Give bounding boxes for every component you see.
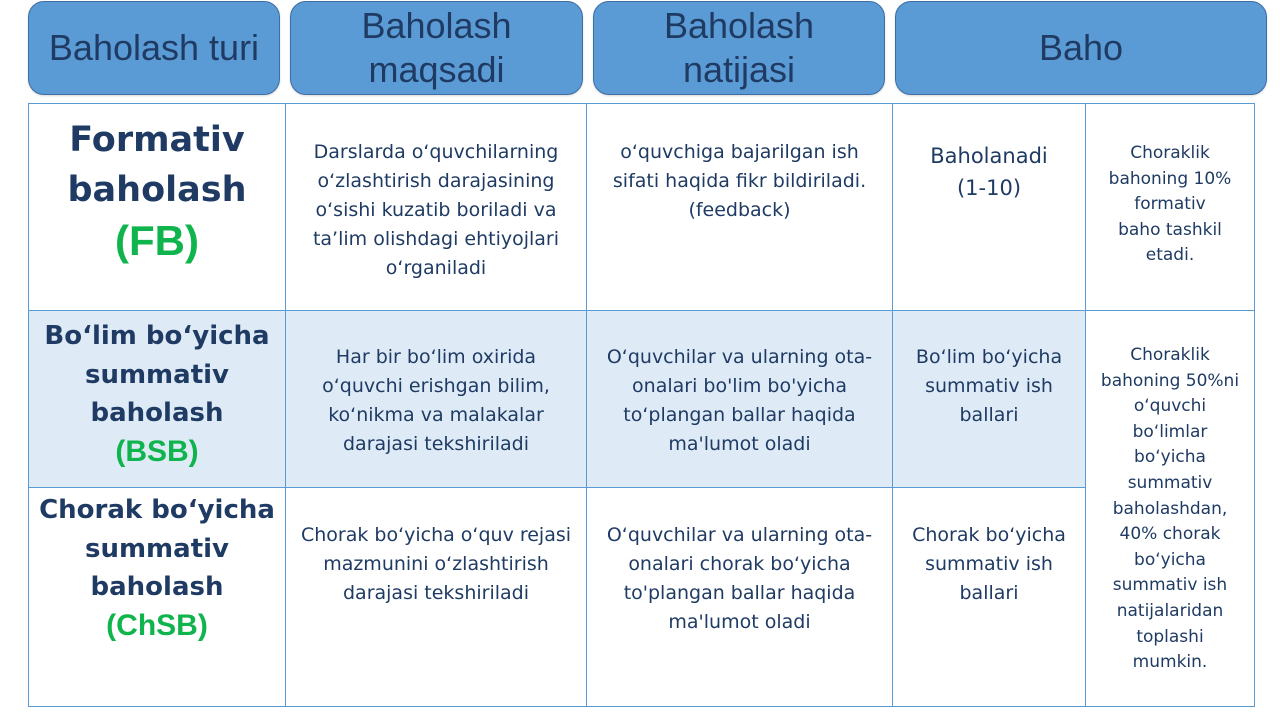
purpose-line: o‘rganiladi: [385, 257, 487, 279]
type-name-line2: summativ: [84, 533, 229, 564]
grade-line: Bo‘lim bo‘yicha: [915, 346, 1063, 368]
type-cell-formative: [29, 104, 286, 311]
type-name-line2: summativ: [84, 359, 229, 390]
note-line: natijalaridan: [1116, 600, 1224, 621]
note-line: formativ: [1134, 194, 1206, 215]
purpose-line: Darslarda o‘quvchilarning: [313, 141, 559, 163]
note-line: toplashi: [1136, 626, 1204, 647]
grade-cell-formative: [893, 104, 1086, 311]
result-line: (feedback): [688, 199, 791, 221]
grade-line: ballari: [959, 582, 1019, 604]
note-line: baholashdan,: [1112, 498, 1228, 519]
type-name-line2: baholash: [67, 170, 247, 210]
header-type: [28, 1, 280, 95]
type-name-line1: Formativ: [69, 120, 245, 160]
result-cell-quarter: [587, 488, 893, 707]
header-purpose-line1: Baholash: [361, 5, 512, 46]
header-purpose: [290, 1, 583, 95]
type-name-line3: baholash: [90, 398, 224, 428]
grade-cell-section: [893, 311, 1086, 488]
result-line: to'plangan ballar haqida: [623, 582, 856, 604]
note-line: bahoning 10%: [1108, 168, 1232, 189]
note-line: bo‘yicha: [1134, 447, 1206, 468]
grade-line: summativ ish: [925, 553, 1053, 575]
purpose-cell-formative: [286, 104, 587, 311]
type-name-line3: baholash: [90, 572, 224, 602]
result-line: onalari bo'lim bo'yicha: [632, 375, 847, 397]
header-purpose-line2: maqsadi: [368, 49, 505, 90]
purpose-cell-section: [286, 311, 587, 488]
header-result-line2: natijasi: [682, 49, 796, 90]
header-type-label: Baholash turi: [48, 27, 260, 68]
header-grade: [895, 1, 1267, 95]
note-line: bo‘yicha: [1134, 549, 1206, 570]
result-cell-section: [587, 311, 893, 488]
purpose-line: ta’lim olishdagi ehtiyojlari: [312, 228, 560, 250]
purpose-line: darajasi tekshiriladi: [342, 433, 529, 455]
header-result-line1: Baholash: [663, 5, 815, 46]
result-line: ma'lumot oladi: [668, 611, 811, 633]
grade-line: summativ ish: [925, 375, 1053, 397]
purpose-line: mazmunini o‘zlashtirish: [323, 553, 549, 575]
purpose-line: o‘quvchi erishgan bilim,: [322, 375, 550, 397]
assessment-table: [28, 103, 1255, 707]
type-cell-quarter: [29, 488, 286, 707]
type-abbr: (ChSB): [106, 608, 208, 642]
note-cell-summative: [1086, 311, 1255, 707]
note-cell-formative: [1086, 104, 1255, 311]
note-line: mumkin.: [1132, 652, 1208, 673]
type-name-line1: Bo‘lim bo‘yicha: [44, 321, 270, 351]
purpose-line: Har bir bo‘lim oxirida: [335, 346, 537, 368]
table-row-formative: [29, 104, 1255, 311]
type-cell-section: [29, 311, 286, 488]
note-line: baho tashkil: [1118, 219, 1222, 240]
type-name-line1: Chorak bo‘yicha: [39, 495, 275, 525]
note-line: 40% chorak: [1119, 524, 1221, 545]
grade-line: Chorak bo‘yicha: [912, 524, 1066, 546]
result-cell-formative: [587, 104, 893, 311]
note-line: o‘quvchi: [1133, 396, 1207, 417]
purpose-line: ko‘nikma va malakalar: [328, 404, 544, 426]
result-line: O‘quvchilar va ularning ota-: [606, 346, 873, 368]
header-result: [593, 1, 885, 95]
result-line: sifati haqida fikr bildiriladi.: [612, 170, 867, 192]
type-abbr: (FB): [115, 217, 199, 264]
header-grade-label: Baho: [1038, 27, 1124, 68]
purpose-line: o‘sishi kuzatib boriladi va: [315, 199, 557, 221]
purpose-line: Chorak bo‘yicha o‘quv rejasi: [300, 524, 572, 546]
table-row-quarter-summative: [29, 488, 1255, 707]
purpose-cell-quarter: [286, 488, 587, 707]
note-line: bahoning 50%ni: [1100, 370, 1240, 391]
grade-line: ballari: [959, 404, 1019, 426]
result-line: to‘plangan ballar haqida: [623, 404, 856, 426]
note-line: summativ ish: [1112, 575, 1228, 596]
table-row-section-summative: [29, 311, 1255, 488]
note-line: etadi.: [1145, 245, 1195, 266]
note-line: summativ: [1127, 472, 1213, 493]
result-line: o‘quvchiga bajarilgan ish: [620, 141, 859, 163]
result-line: ma'lumot oladi: [668, 433, 811, 455]
note-line: Choraklik: [1130, 143, 1210, 163]
result-line: onalari chorak bo‘yicha: [628, 553, 851, 575]
note-line: Choraklik: [1130, 345, 1210, 365]
grade-line: (1-10): [956, 176, 1022, 200]
note-line: bo‘limlar: [1132, 421, 1208, 442]
grade-line: Baholanadi: [930, 144, 1048, 168]
type-abbr: (BSB): [115, 434, 199, 468]
purpose-line: o‘zlashtirish darajasining: [317, 170, 555, 192]
result-line: O‘quvchilar va ularning ota-: [606, 524, 873, 546]
grade-cell-quarter: [893, 488, 1086, 707]
purpose-line: darajasi tekshiriladi: [342, 582, 529, 604]
